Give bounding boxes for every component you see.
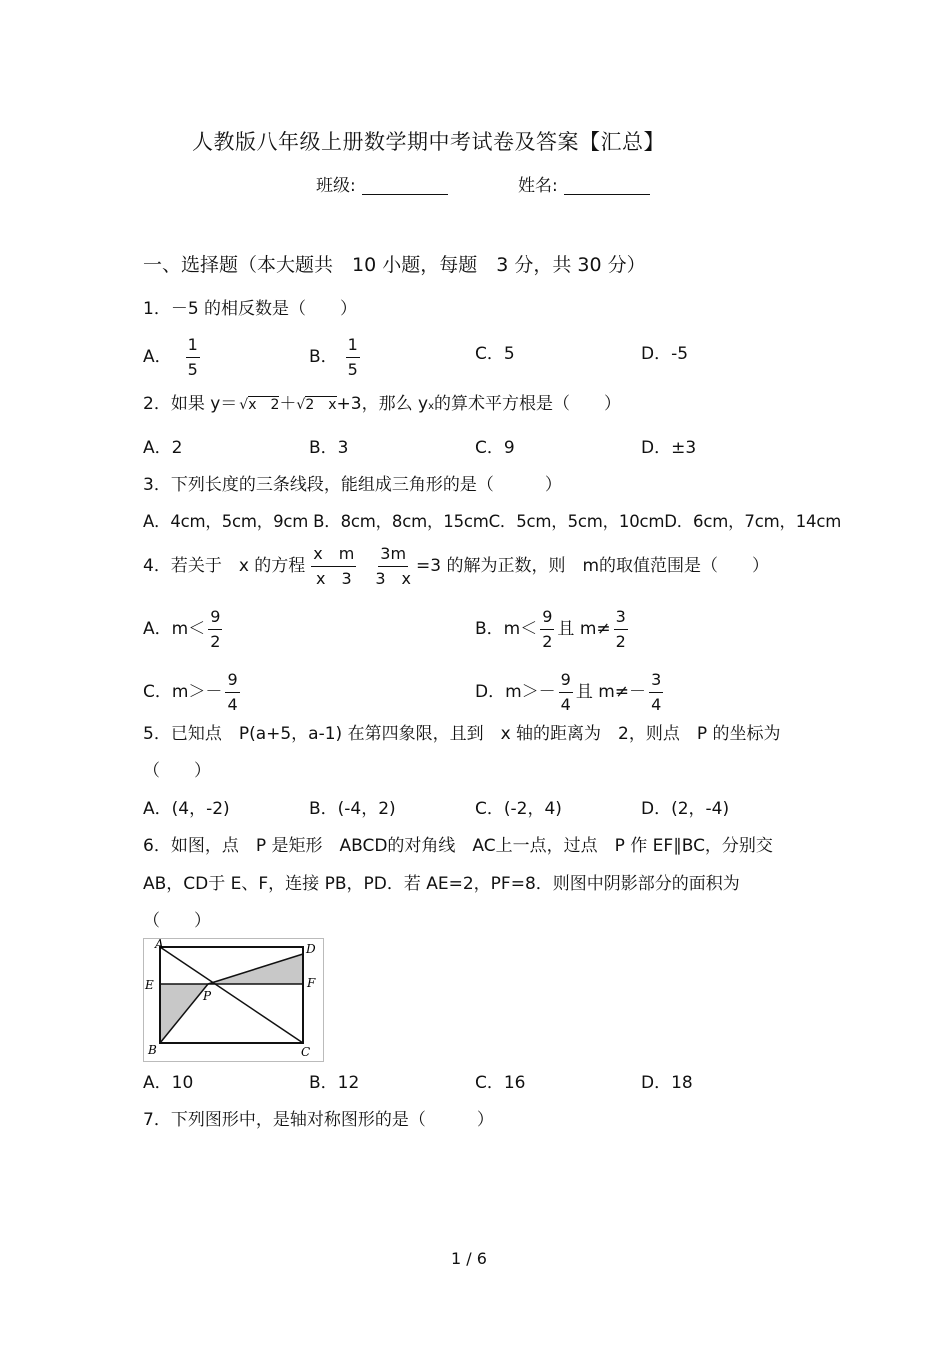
q4-option-d-fraction-1	[559, 670, 573, 715]
q4-option-b-fraction-1	[540, 607, 554, 652]
sqrt-expression-1: √x 2	[239, 397, 280, 413]
fraction-denominator: 2	[615, 632, 626, 651]
q4-option-b	[475, 607, 631, 652]
question-5-stem: 5．已知点 P(a+5，a-1) 在第四象限，且到 x 轴的距离为 2，则点 P 的坐标为	[143, 724, 781, 744]
q2-exponent: x	[428, 401, 434, 412]
fraction-numerator: 1	[186, 335, 200, 358]
q5-option-c: C．(-2，4)	[475, 799, 562, 819]
q4-option-c-label: C．m＞－	[143, 682, 223, 702]
fraction-denominator: 2	[210, 632, 221, 651]
q4-option-b-fraction-2	[614, 607, 628, 652]
q2-option-c: C．9	[475, 438, 515, 458]
fraction-numerator: 1	[346, 335, 360, 358]
page-number: 1 / 6	[451, 1249, 487, 1268]
q3-options: A．4cm，5cm，9cm B．8cm，8cm，15cmC．5cm，5cm，10cmD．6cm，7cm，14cm	[143, 512, 842, 531]
q2-option-b: B．3	[309, 438, 349, 458]
q4-option-b-middle: 且 m≠	[557, 619, 611, 639]
q5-option-a: A．(4，-2)	[143, 799, 230, 819]
q4-option-b-label: B．m＜	[475, 619, 538, 639]
q2-plus: ＋	[279, 394, 297, 414]
fraction-denominator: 2	[542, 632, 553, 651]
q4-fraction-1	[311, 544, 356, 589]
label-p: P	[203, 989, 212, 1003]
name-field	[518, 176, 650, 195]
fraction-numerator: 3	[614, 607, 628, 630]
name-blank	[564, 176, 650, 195]
sqrt-radicand-1: x 2	[248, 397, 280, 413]
q1-option-a-fraction	[186, 335, 200, 380]
q6-option-a: A．10	[143, 1073, 194, 1093]
q2-stem-mid: +3，那么 y	[336, 394, 429, 414]
question-7-stem: 7．下列图形中，是轴对称图形的是（ ）	[143, 1110, 494, 1130]
fraction-numerator: 3	[649, 670, 663, 693]
q1-option-a-label: A．	[143, 347, 172, 367]
q4-option-d-label: D．m＞－	[475, 682, 556, 702]
sqrt-expression-2: √2 x	[296, 397, 337, 413]
q1-option-b	[309, 335, 363, 380]
fraction-denominator: 3 x	[375, 569, 411, 588]
q4-option-c	[143, 670, 243, 715]
q4-stem-start: 4．若关于 x 的方程	[143, 556, 306, 576]
q4-option-d	[475, 670, 666, 715]
section-heading: 一、选择题（本大题共 10 小题，每题 3 分，共 30 分）	[143, 254, 646, 276]
rectangle-figure	[143, 938, 324, 1062]
label-a: A	[155, 938, 164, 951]
q1-option-b-label: B．	[309, 347, 338, 367]
q2-option-a: A．2	[143, 438, 183, 458]
label-c: C	[301, 1045, 311, 1059]
fraction-numerator: x m	[311, 544, 356, 567]
fraction-numerator: 9	[559, 670, 573, 693]
q1-option-a	[143, 335, 203, 380]
fraction-denominator: 5	[347, 360, 358, 379]
fraction-numerator: 9	[208, 607, 222, 630]
q6-answer-paren: （ ）	[143, 911, 211, 931]
fraction-denominator: x 3	[315, 569, 352, 588]
question-1-stem: 1．－5 的相反数是（ ）	[143, 299, 358, 319]
q2-option-d: D．±3	[641, 438, 697, 458]
fraction-denominator: 5	[187, 360, 198, 379]
fraction-denominator: 4	[560, 695, 571, 714]
q4-option-c-fraction	[225, 670, 239, 715]
q6-option-b: B．12	[309, 1073, 360, 1093]
fraction-numerator: 3m	[378, 544, 408, 567]
class-label: 班级:	[316, 176, 356, 196]
class-blank	[362, 176, 448, 195]
q4-option-d-fraction-2	[649, 670, 663, 715]
label-f: F	[307, 976, 316, 990]
q2-stem-end: 的算术平方根是（ ）	[433, 394, 621, 414]
q5-option-d: D．(2，-4)	[641, 799, 730, 819]
label-b: B	[148, 1043, 157, 1057]
question-6-stem-line-1: 6．如图，点 P 是矩形 ABCD的对角线 AC上一点，过点 P 作 EF∥BC，分别交	[143, 836, 773, 856]
question-3-stem: 3．下列长度的三条线段，能组成三角形的是（ ）	[143, 475, 562, 495]
fraction-numerator: 9	[225, 670, 239, 693]
fraction-denominator: 4	[227, 695, 238, 714]
sqrt-radicand-2: 2 x	[305, 397, 337, 413]
q2-stem-start: 2．如果 y＝	[143, 394, 238, 414]
q6-option-d: D．18	[641, 1073, 693, 1093]
q4-option-a	[143, 607, 225, 652]
q4-option-d-middle: 且 m≠－	[575, 682, 647, 702]
q6-option-c: C．16	[475, 1073, 526, 1093]
q4-option-a-label: A．m＜	[143, 619, 206, 639]
q1-option-d: D．-5	[641, 344, 689, 364]
label-e: E	[145, 978, 154, 992]
q5-answer-paren: （ ）	[143, 761, 211, 781]
label-d: D	[306, 942, 316, 956]
class-field	[316, 176, 448, 195]
question-4-stem	[143, 544, 769, 589]
q5-option-b: B．(-4，2)	[309, 799, 396, 819]
fraction-denominator: 4	[651, 695, 662, 714]
question-6-stem-line-2: AB，CD于 E、F，连接 PB，PD．若 AE=2，PF=8．则图中阴影部分的面积为	[143, 874, 740, 894]
q1-option-c: C．5	[475, 344, 515, 364]
q4-stem-end: =3 的解为正数，则 m的取值范围是（ ）	[416, 556, 770, 576]
q1-option-b-fraction	[346, 335, 360, 380]
fraction-numerator: 9	[540, 607, 554, 630]
q4-option-a-fraction	[208, 607, 222, 652]
document-title: 人教版八年级上册数学期中考试卷及答案【汇总】	[192, 130, 665, 154]
name-label: 姓名:	[518, 176, 558, 196]
q4-fraction-2	[373, 544, 413, 589]
question-2-stem	[143, 396, 621, 413]
